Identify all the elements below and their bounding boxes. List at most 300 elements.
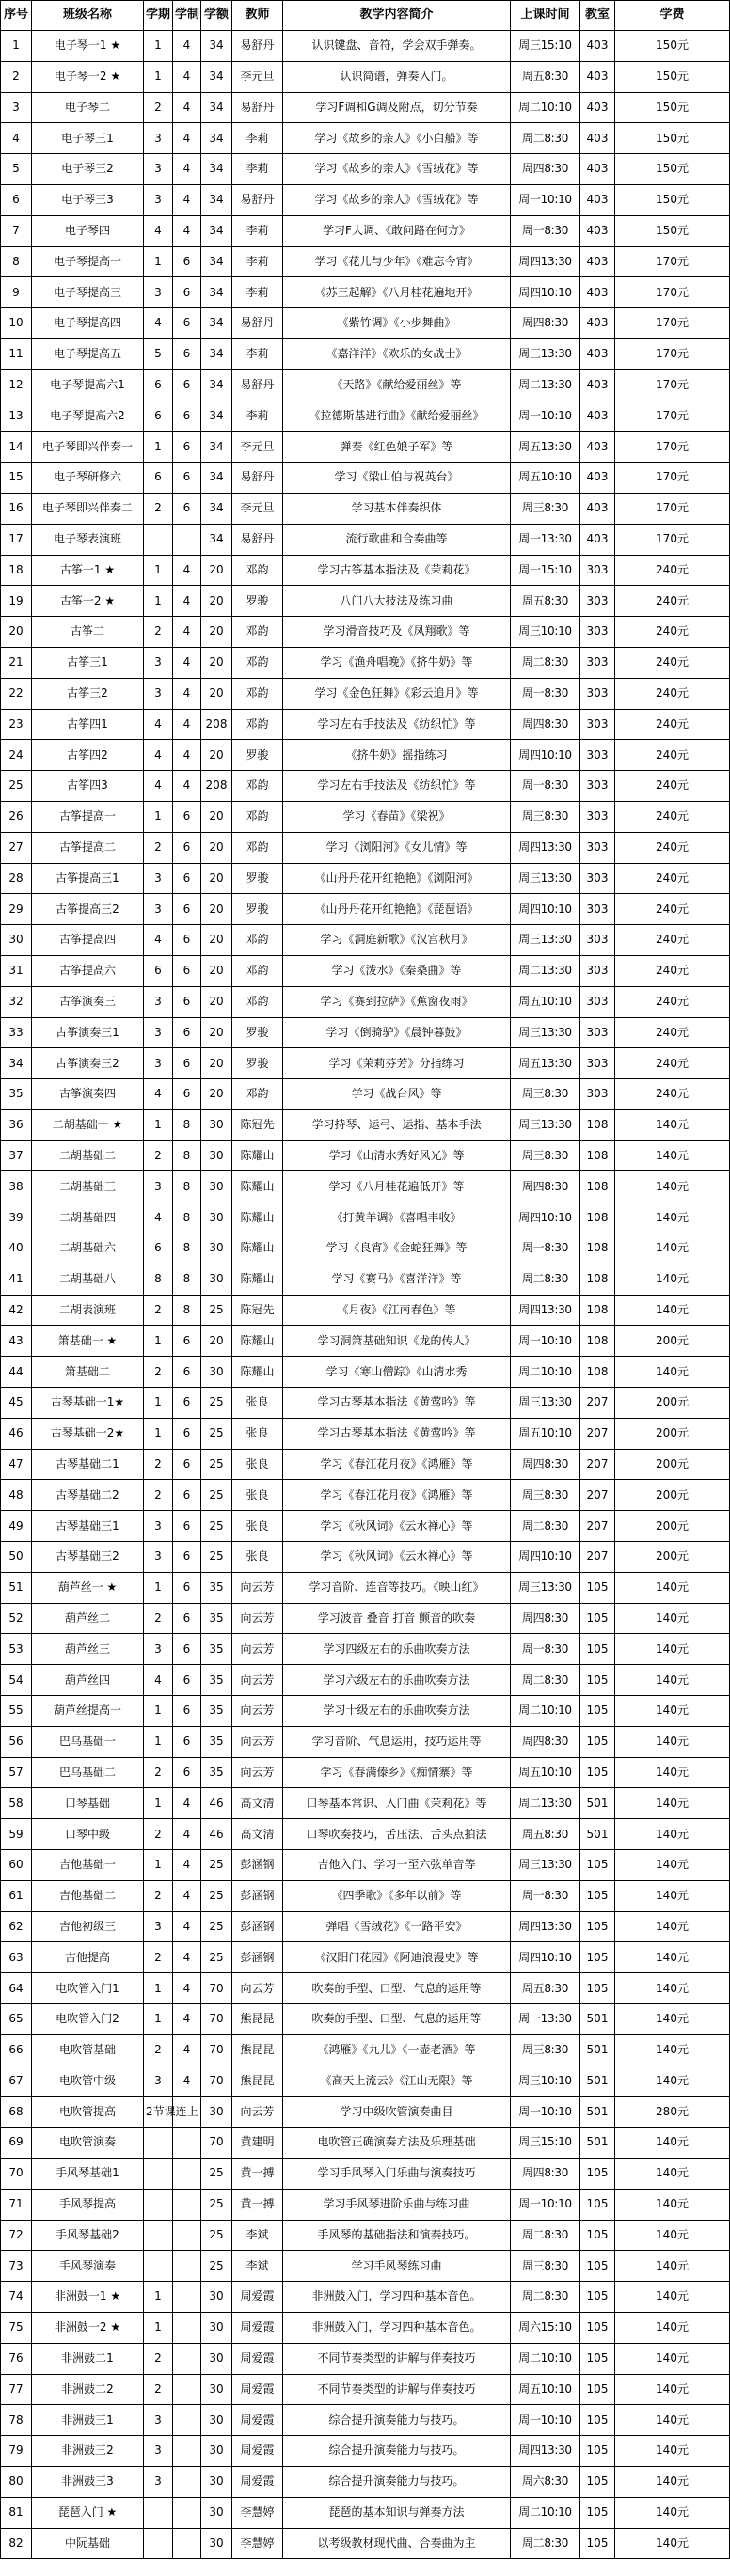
cell-fee: 140元	[615, 1603, 730, 1634]
cell-content: 学习波音 叠音 打音 颤音的吹奏	[283, 1603, 511, 1634]
cell-semester: 3	[144, 1171, 173, 1202]
cell-class-name: 吉他初级三	[32, 1911, 144, 1942]
cell-fee: 150元	[615, 215, 730, 246]
cell-class-name: 二胡基础一 ★	[32, 1109, 144, 1140]
cell-duration: 6	[173, 1634, 201, 1665]
cell-fee: 140元	[615, 2220, 730, 2251]
cell-duration: 6	[173, 246, 201, 277]
cell-index: 75	[1, 2312, 32, 2343]
cell-semester: 4	[144, 1665, 173, 1696]
cell-class-name: 电子琴三3	[32, 184, 144, 215]
cell-index: 52	[1, 1603, 32, 1634]
cell-class-name: 电子琴即兴伴奏二	[32, 493, 144, 524]
cell-index: 56	[1, 1726, 32, 1757]
cell-room: 108	[580, 1233, 615, 1264]
cell-duration: 8	[173, 1171, 201, 1202]
cell-content: 学习古琴基本指法《黄莺吟》等	[283, 1388, 511, 1419]
cell-index: 41	[1, 1264, 32, 1295]
cell-teacher: 向云芳	[232, 1726, 283, 1757]
cell-semester: 1	[144, 1696, 173, 1727]
cell-duration: 4	[173, 555, 201, 586]
cell-room: 105	[580, 1942, 615, 1973]
cell-teacher: 向云芳	[232, 2097, 283, 2128]
cell-content: 吹奏的手型、口型、气息的运用等	[283, 1973, 511, 2004]
cell-duration: 4	[173, 678, 201, 709]
cell-fee: 140元	[615, 1696, 730, 1727]
cell-time: 周四10:10	[511, 1202, 580, 1233]
cell-index: 27	[1, 832, 32, 863]
table-row	[1, 2097, 730, 2128]
cell-room: 207	[580, 1480, 615, 1511]
table-header-row	[1, 1, 730, 31]
cell-content: 学习《倒骑驴》《晨钟暮鼓》	[283, 1017, 511, 1048]
cell-content: 学习六级左右的乐曲吹奏方法	[283, 1665, 511, 1696]
cell-content: 认识键盘、音符，学会双手弹奏。	[283, 31, 511, 62]
cell-capacity: 35	[201, 1696, 232, 1727]
cell-content: 《鸿雁》《九儿》《一壶老酒》等	[283, 2034, 511, 2066]
cell-semester: 4	[144, 308, 173, 339]
cell-room: 108	[580, 1109, 615, 1140]
cell-time: 周一8:30	[511, 1233, 580, 1264]
cell-duration: 6	[173, 1357, 201, 1388]
cell-content: 学习洞箫基础知识《龙的传人》	[283, 1326, 511, 1357]
cell-room: 108	[580, 1264, 615, 1295]
cell-content: 不同节奏类型的讲解与伴奏技巧	[283, 2343, 511, 2374]
cell-room: 303	[580, 586, 615, 617]
cell-time: 周五10:10	[511, 2374, 580, 2405]
cell-time: 周五13:30	[511, 432, 580, 463]
cell-room: 105	[580, 2343, 615, 2374]
cell-class-name: 电子琴研修六	[32, 463, 144, 494]
cell-semester	[144, 524, 173, 555]
cell-time: 周三13:30	[511, 1017, 580, 1048]
cell-teacher: 邓韵	[232, 1079, 283, 1110]
cell-index: 33	[1, 1017, 32, 1048]
cell-class-name: 电子琴四	[32, 215, 144, 246]
cell-teacher: 向云芳	[232, 1603, 283, 1634]
cell-teacher: 罗骏	[232, 740, 283, 771]
cell-fee: 150元	[615, 154, 730, 185]
cell-room: 303	[580, 925, 615, 956]
cell-time: 周五13:30	[511, 1048, 580, 1079]
cell-duration: 6	[173, 1480, 201, 1511]
cell-semester: 6	[144, 1233, 173, 1264]
cell-time: 周一8:30	[511, 678, 580, 709]
cell-teacher: 李元旦	[232, 61, 283, 92]
cell-class-name: 电子琴提高三	[32, 277, 144, 308]
cell-time: 周四10:10	[511, 1542, 580, 1573]
cell-duration: 4	[173, 184, 201, 215]
cell-teacher: 彭涵钢	[232, 1942, 283, 1973]
cell-duration: 4	[173, 1819, 201, 1850]
cell-teacher: 向云芳	[232, 1973, 283, 2004]
cell-capacity: 20	[201, 986, 232, 1017]
cell-content: 手风琴的基础指法和演奏技巧。	[283, 2220, 511, 2251]
cell-capacity: 34	[201, 31, 232, 62]
table-row	[1, 2220, 730, 2251]
cell-class-name: 非洲鼓一2 ★	[32, 2312, 144, 2343]
cell-room: 501	[580, 2066, 615, 2097]
cell-class-name: 古筝三2	[32, 678, 144, 709]
cell-index: 45	[1, 1388, 32, 1419]
cell-teacher: 易舒丹	[232, 184, 283, 215]
table-row	[1, 215, 730, 246]
table-row	[1, 308, 730, 339]
cell-duration: 4	[173, 31, 201, 62]
cell-fee: 140元	[615, 1202, 730, 1233]
cell-content: 《拉德斯基进行曲》《献给爱丽丝》	[283, 401, 511, 432]
cell-duration: 4	[173, 1942, 201, 1973]
table-row	[1, 801, 730, 832]
cell-duration: 6	[173, 432, 201, 463]
table-row	[1, 369, 730, 401]
cell-room: 303	[580, 986, 615, 1017]
cell-time: 周三13:30	[511, 338, 580, 369]
cell-room: 303	[580, 771, 615, 802]
cell-class-name: 中阮基础	[32, 2528, 144, 2559]
table-row	[1, 1388, 730, 1419]
cell-fee: 140元	[615, 1572, 730, 1603]
cell-capacity: 30	[201, 1109, 232, 1140]
cell-content: 学习《秋风词》《云水禅心》等	[283, 1542, 511, 1573]
cell-teacher: 邓韵	[232, 771, 283, 802]
cell-duration: 6	[173, 894, 201, 925]
cell-content: 琵琶的基本知识与弹奏方法	[283, 2497, 511, 2528]
cell-room: 105	[580, 2220, 615, 2251]
cell-room: 105	[580, 1572, 615, 1603]
cell-class-name: 葫芦丝一 ★	[32, 1572, 144, 1603]
cell-content: 电吹管正确演奏方法及乐理基础	[283, 2128, 511, 2159]
cell-index: 44	[1, 1357, 32, 1388]
cell-class-name: 吉他基础二	[32, 1880, 144, 1911]
cell-duration	[173, 2158, 201, 2189]
cell-duration: 6	[173, 1511, 201, 1542]
cell-capacity: 34	[201, 154, 232, 185]
cell-time: 周三8:30	[511, 2251, 580, 2282]
cell-capacity: 34	[201, 61, 232, 92]
cell-class-name: 古筝提高三2	[32, 894, 144, 925]
cell-teacher: 陈耀山	[232, 1357, 283, 1388]
cell-class-name: 电吹管入门1	[32, 1973, 144, 2004]
cell-time: 周一10:10	[511, 1326, 580, 1357]
table-row	[1, 1880, 730, 1911]
cell-duration	[173, 2312, 201, 2343]
table-row	[1, 1696, 730, 1727]
cell-class-name: 电子琴提高一	[32, 246, 144, 277]
cell-content: 综合提升演奏能力与技巧。	[283, 2466, 511, 2497]
cell-room: 303	[580, 863, 615, 894]
table-row	[1, 1603, 730, 1634]
cell-time: 周二13:30	[511, 955, 580, 986]
cell-semester: 1	[144, 31, 173, 62]
cell-teacher: 易舒丹	[232, 463, 283, 494]
table-row	[1, 2251, 730, 2282]
table-row	[1, 1942, 730, 1973]
cell-duration	[173, 524, 201, 555]
cell-fee: 240元	[615, 832, 730, 863]
cell-capacity: 30	[201, 1357, 232, 1388]
cell-content: 学习《八月桂花遍低开》等	[283, 1171, 511, 1202]
cell-fee: 240元	[615, 894, 730, 925]
cell-duration	[173, 2528, 201, 2559]
cell-content: 学习《花儿与少年》《难忘今宵》	[283, 246, 511, 277]
cell-teacher: 罗骏	[232, 586, 283, 617]
cell-room: 105	[580, 1665, 615, 1696]
cell-room: 501	[580, 2128, 615, 2159]
table-row	[1, 617, 730, 648]
cell-capacity: 20	[201, 1017, 232, 1048]
cell-class-name: 古筝三1	[32, 647, 144, 678]
cell-duration: 6	[173, 863, 201, 894]
cell-content: 《紫竹调》《小步舞曲》	[283, 308, 511, 339]
cell-teacher: 邓韵	[232, 678, 283, 709]
cell-teacher: 陈耀山	[232, 1202, 283, 1233]
cell-capacity: 20	[201, 740, 232, 771]
cell-capacity: 25	[201, 1880, 232, 1911]
cell-capacity: 20	[201, 1079, 232, 1110]
cell-index: 12	[1, 369, 32, 401]
cell-index: 55	[1, 1696, 32, 1727]
cell-room: 105	[580, 1634, 615, 1665]
cell-capacity: 30	[201, 2343, 232, 2374]
cell-time: 周二10:10	[511, 2497, 580, 2528]
cell-content: 综合提升演奏能力与技巧。	[283, 2436, 511, 2467]
cell-semester	[144, 2189, 173, 2220]
cell-fee: 140元	[615, 1634, 730, 1665]
cell-class-name: 口琴中级	[32, 1819, 144, 1850]
cell-duration	[173, 2466, 201, 2497]
cell-duration: 4	[173, 2034, 201, 2066]
cell-capacity: 25	[201, 2220, 232, 2251]
cell-semester: 3	[144, 184, 173, 215]
cell-duration: 8	[173, 1109, 201, 1140]
cell-duration: 6	[173, 401, 201, 432]
cell-capacity: 25	[201, 1511, 232, 1542]
table-row	[1, 1819, 730, 1850]
cell-duration: 4	[173, 123, 201, 154]
cell-fee: 240元	[615, 925, 730, 956]
cell-teacher: 向云芳	[232, 1634, 283, 1665]
cell-semester	[144, 2251, 173, 2282]
cell-class-name: 古琴基础一1★	[32, 1388, 144, 1419]
cell-semester: 3	[144, 986, 173, 1017]
cell-room: 403	[580, 31, 615, 62]
cell-room: 403	[580, 401, 615, 432]
cell-duration: 4	[173, 617, 201, 648]
cell-time: 周三15:10	[511, 2128, 580, 2159]
cell-class-name: 古筝提高六	[32, 955, 144, 986]
cell-index: 16	[1, 493, 32, 524]
table-row	[1, 246, 730, 277]
table-row	[1, 1079, 730, 1110]
cell-duration: 6	[173, 308, 201, 339]
cell-time: 周二10:10	[511, 92, 580, 123]
cell-semester: 3	[144, 1911, 173, 1942]
cell-content: 非洲鼓入门，学习四种基本音色。	[283, 2312, 511, 2343]
table-row	[1, 1449, 730, 1480]
cell-time: 周四13:30	[511, 246, 580, 277]
cell-index: 46	[1, 1418, 32, 1449]
cell-duration: 8	[173, 1233, 201, 1264]
table-row	[1, 2405, 730, 2436]
cell-class-name: 巴乌基础一	[32, 1726, 144, 1757]
table-row	[1, 740, 730, 771]
cell-duration: 6	[173, 1665, 201, 1696]
header-semester: 学期	[144, 1, 173, 31]
cell-semester: 3	[144, 2066, 173, 2097]
cell-fee: 170元	[615, 308, 730, 339]
cell-teacher: 李元旦	[232, 493, 283, 524]
table-row	[1, 1109, 730, 1140]
cell-capacity: 34	[201, 277, 232, 308]
cell-fee: 240元	[615, 1017, 730, 1048]
cell-index: 38	[1, 1171, 32, 1202]
header-fee: 学费	[615, 1, 730, 31]
cell-content: 学习左右手技法及《纺织忙》等	[283, 771, 511, 802]
cell-duration: 8	[173, 1295, 201, 1326]
cell-fee: 140元	[615, 1665, 730, 1696]
cell-semester: 3	[144, 1542, 173, 1573]
cell-fee: 140元	[615, 2282, 730, 2313]
cell-time: 周三8:30	[511, 1480, 580, 1511]
cell-capacity: 20	[201, 894, 232, 925]
cell-fee: 200元	[615, 1449, 730, 1480]
cell-time: 周二8:30	[511, 647, 580, 678]
cell-room: 403	[580, 184, 615, 215]
cell-capacity: 34	[201, 369, 232, 401]
cell-fee: 140元	[615, 1942, 730, 1973]
cell-index: 19	[1, 586, 32, 617]
cell-fee: 240元	[615, 801, 730, 832]
cell-class-name: 电子琴三1	[32, 123, 144, 154]
cell-content: 学习古琴基本指法《黄莺吟》等	[283, 1418, 511, 1449]
cell-capacity: 34	[201, 123, 232, 154]
table-row	[1, 2128, 730, 2159]
cell-time: 周五8:30	[511, 1973, 580, 2004]
cell-duration: 6	[173, 1542, 201, 1573]
cell-time: 周四10:10	[511, 740, 580, 771]
cell-index: 77	[1, 2374, 32, 2405]
cell-class-name: 口琴基础	[32, 1788, 144, 1819]
table-row	[1, 925, 730, 956]
cell-class-name: 电子琴提高五	[32, 338, 144, 369]
cell-room: 501	[580, 2097, 615, 2128]
cell-capacity: 35	[201, 1665, 232, 1696]
cell-semester: 4	[144, 1079, 173, 1110]
cell-teacher: 张良	[232, 1511, 283, 1542]
cell-duration: 4	[173, 771, 201, 802]
cell-content: 口琴吹奏技巧，舌压法、舌头点拍法	[283, 1819, 511, 1850]
cell-index: 13	[1, 401, 32, 432]
cell-semester: 2	[144, 92, 173, 123]
cell-time: 周三8:30	[511, 2034, 580, 2066]
cell-class-name: 电子琴三2	[32, 154, 144, 185]
table-row	[1, 1418, 730, 1449]
cell-room: 105	[580, 1726, 615, 1757]
cell-teacher: 陈冠先	[232, 1295, 283, 1326]
cell-index: 23	[1, 709, 32, 740]
cell-class-name: 非洲鼓三3	[32, 2466, 144, 2497]
cell-teacher: 陈冠先	[232, 1109, 283, 1140]
cell-class-name: 电子琴提高六2	[32, 401, 144, 432]
cell-class-name: 古琴基础三1	[32, 1511, 144, 1542]
cell-capacity: 20	[201, 832, 232, 863]
cell-content: 学习《故乡的亲人》《小白船》等	[283, 123, 511, 154]
cell-class-name: 电吹管演奏	[32, 2128, 144, 2159]
cell-content: 学习F大调、《敢问路在何方》	[283, 215, 511, 246]
cell-index: 72	[1, 2220, 32, 2251]
cell-semester: 2	[144, 1942, 173, 1973]
cell-semester: 3	[144, 863, 173, 894]
table-row	[1, 2158, 730, 2189]
table-row	[1, 2189, 730, 2220]
cell-index: 57	[1, 1757, 32, 1788]
cell-time: 周三13:30	[511, 1109, 580, 1140]
cell-duration: 6	[173, 277, 201, 308]
cell-content: 学习《故乡的亲人》《雪绒花》等	[283, 184, 511, 215]
cell-semester: 3	[144, 123, 173, 154]
cell-room: 403	[580, 432, 615, 463]
cell-duration: 4	[173, 2004, 201, 2035]
cell-semester: 1	[144, 1109, 173, 1140]
cell-fee: 140元	[615, 1911, 730, 1942]
cell-time: 周三10:10	[511, 617, 580, 648]
cell-fee: 280元	[615, 2097, 730, 2128]
header-room: 教室	[580, 1, 615, 31]
cell-content: 《天路》《献给爱丽丝》等	[283, 369, 511, 401]
cell-capacity: 35	[201, 1726, 232, 1757]
cell-fee: 140元	[615, 1264, 730, 1295]
table-row	[1, 2282, 730, 2313]
cell-capacity: 35	[201, 1757, 232, 1788]
cell-capacity: 30	[201, 1171, 232, 1202]
cell-time: 周一13:30	[511, 2004, 580, 2035]
cell-room: 501	[580, 1819, 615, 1850]
table-row	[1, 2004, 730, 2035]
cell-room: 303	[580, 894, 615, 925]
cell-room: 105	[580, 2189, 615, 2220]
cell-fee: 240元	[615, 678, 730, 709]
cell-time: 周三13:30	[511, 1850, 580, 1881]
cell-fee: 240元	[615, 955, 730, 986]
cell-time: 周三8:30	[511, 801, 580, 832]
cell-index: 32	[1, 986, 32, 1017]
cell-time: 周三8:30	[511, 1079, 580, 1110]
cell-content: 《嘉洋洋》《欢乐的女战士》	[283, 338, 511, 369]
cell-index: 1	[1, 31, 32, 62]
table-row	[1, 1634, 730, 1665]
cell-time: 周一15:10	[511, 555, 580, 586]
cell-capacity: 208	[201, 709, 232, 740]
cell-content: 学习F调和G调及附点，切分节奏	[283, 92, 511, 123]
cell-duration	[173, 2220, 201, 2251]
table-row	[1, 2497, 730, 2528]
cell-index: 54	[1, 1665, 32, 1696]
cell-capacity: 34	[201, 308, 232, 339]
cell-time: 周四10:10	[511, 1942, 580, 1973]
cell-index: 82	[1, 2528, 32, 2559]
cell-fee: 140元	[615, 1757, 730, 1788]
cell-teacher: 易舒丹	[232, 524, 283, 555]
cell-teacher: 陈耀山	[232, 1264, 283, 1295]
cell-class-name: 手风琴基础1	[32, 2158, 144, 2189]
cell-class-name: 古筝演奏三	[32, 986, 144, 1017]
cell-time: 周二8:30	[511, 2282, 580, 2313]
cell-time: 周四8:30	[511, 709, 580, 740]
cell-semester: 3	[144, 647, 173, 678]
cell-index: 80	[1, 2466, 32, 2497]
cell-capacity: 70	[201, 2066, 232, 2097]
